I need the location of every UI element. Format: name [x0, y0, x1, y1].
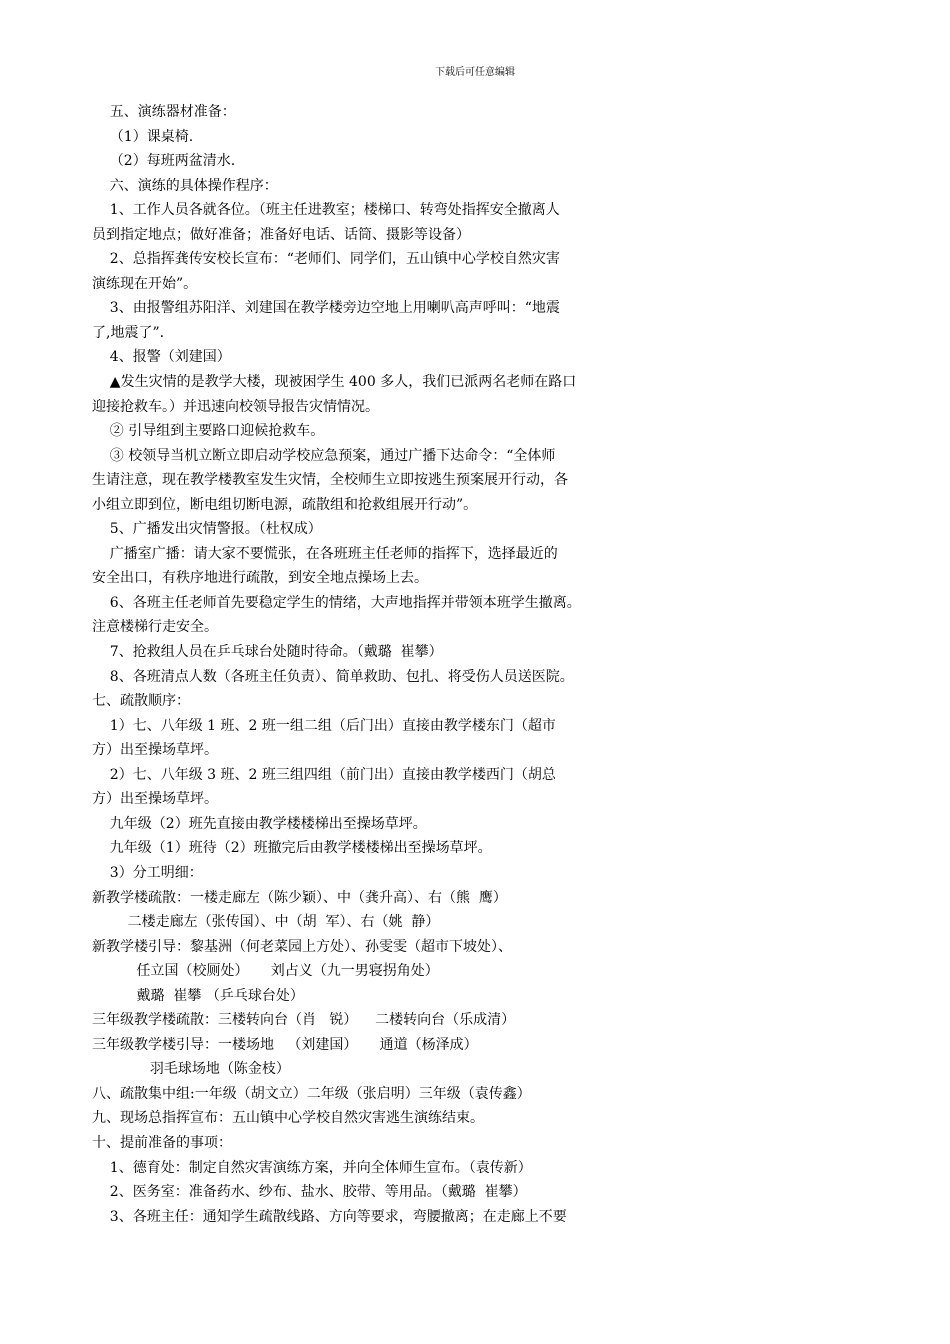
text-line: 8、各班清点人数（各班主任负责）、简单救助、包扎、将受伤人员送医院。: [92, 668, 574, 685]
text-line: 五、演练器材准备：: [92, 104, 236, 120]
text-line: 新教学楼引导：黎基洲（何老菜园上方处）、孙雯雯（超市下坡处）、: [92, 938, 512, 955]
text-line: 生请注意，现在教学楼教室发生灾情，全校师生立即按逃生预案展开行动，各: [92, 472, 568, 489]
text-line: 安全出口，有秩序地进行疏散，到安全地点操场上去。: [92, 570, 428, 587]
text-line: 员到指定地点；做好准备；准备好电话、话筒、摄影等设备）: [92, 226, 470, 243]
text-line: 2、总指挥龚传安校长宣布：“老师们、同学们，五山镇中心学校自然灾害: [92, 251, 560, 268]
text-line: 小组立即到位，断电组切断电源，疏散组和抢救组展开行动”。: [92, 496, 478, 513]
text-line: 1、德育处：制定自然灾害演练方案，并向全体师生宣布。（袁传新）: [92, 1159, 532, 1176]
document-body: [92, 100, 882, 1229]
text-line: 广播室广播：请大家不要慌张，在各班班主任老师的指挥下，选择最近的: [92, 545, 558, 562]
text-line: 方）出至操场草坪。: [92, 791, 218, 808]
text-line: 九、现场总指挥宣布：五山镇中心学校自然灾害逃生演练结束。: [92, 1110, 484, 1127]
text-line: 迎接抢救车。）并迅速向校领导报告灾情情况。: [92, 398, 379, 415]
text-line: 八、疏散集中组:一年级（胡文立）二年级（张启明）三年级（袁传鑫）: [92, 1085, 531, 1102]
text-line: 1）七、八年级 1 班、2 班一组二组（后门出）直接由教学楼东门（超市: [92, 717, 556, 734]
text-line: 1、工作人员各就各位。（班主任进教室；楼梯口、转弯处指挥安全撤离人: [92, 202, 560, 219]
text-line: 九年级（2）班先直接由教学楼楼梯出至操场草坪。: [92, 815, 427, 832]
text-line: 5、广播发出灾情警报。（杜权成）: [92, 521, 322, 538]
text-line: 6、各班主任老师首先要稳定学生的情绪，大声地指挥并带领本班学生撤离。: [92, 594, 581, 611]
text-line: 三年级教学楼引导：一楼场地 （刘建国） 通道（杨泽成）: [92, 1036, 478, 1053]
text-line: ② 引导组到主要路口迎候抢救车。: [92, 423, 325, 440]
text-line: 2、医务室：准备药水、纱布、盐水、胶带、等用品。（戴璐 崔攀）: [92, 1184, 527, 1201]
text-line: 七、疏散顺序：: [92, 693, 190, 710]
text-line: （2）每班两盆清水.: [92, 153, 236, 170]
text-line: 三年级教学楼疏散：三楼转向台（肖 锐） 二楼转向台（乐成清）: [92, 1012, 516, 1029]
text-line: 7、抢救组人员在乒乓球台处随时待命。（戴璐 崔攀）: [92, 644, 443, 661]
text-line: 六、演练的具体操作程序：: [92, 177, 278, 194]
text-line: 3、由报警组苏阳洋、刘建国在教学楼旁边空地上用喇叭高声呼叫：“地震: [92, 300, 560, 317]
text-line: 3）分工明细：: [92, 864, 203, 881]
text-line: 了,地震了”.: [92, 324, 165, 341]
text-line: （1）课桌椅.: [92, 128, 194, 145]
text-line: 4、报警（刘建国）: [92, 349, 231, 366]
text-line: 3、各班主任：通知学生疏散线路、方向等要求，弯腰撤离；在走廊上不要: [92, 1208, 567, 1225]
text-line: 戴璐 崔攀 （乒乓球台处）: [92, 987, 304, 1004]
text-line: ③ 校领导当机立断立即启动学校应急预案，通过广播下达命令：“全体师: [92, 447, 556, 464]
text-line: 十、提前准备的事项：: [92, 1134, 232, 1151]
text-line: 演练现在开始”。: [92, 275, 198, 292]
page-header: 下载后可任意编辑: [435, 67, 515, 78]
text-line: 注意楼梯行走安全。: [92, 619, 218, 636]
text-line: 羽毛球场地（陈金枝）: [92, 1061, 290, 1078]
text-line: 二楼走廊左（张传国）、中（胡 军）、右（姚 静）: [92, 914, 440, 931]
text-line: 方）出至操场草坪。: [92, 742, 218, 759]
text-line: ▲发生灾情的是教学大楼，现被困学生 400 多人，我们已派两名老师在路口: [92, 374, 577, 391]
text-line: 九年级（1）班待（2）班撤完后由教学楼楼梯出至操场草坪。: [92, 840, 492, 857]
text-line: 任立国（校厕处） 刘占义（九一男寝拐角处）: [92, 963, 439, 980]
text-line: 2）七、八年级 3 班、2 班三组四组（前门出）直接由教学楼西门（胡总: [92, 766, 556, 783]
text-line: 新教学楼疏散：一楼走廊左（陈少颖）、中（龚升高）、右（熊 鹰）: [92, 889, 507, 906]
